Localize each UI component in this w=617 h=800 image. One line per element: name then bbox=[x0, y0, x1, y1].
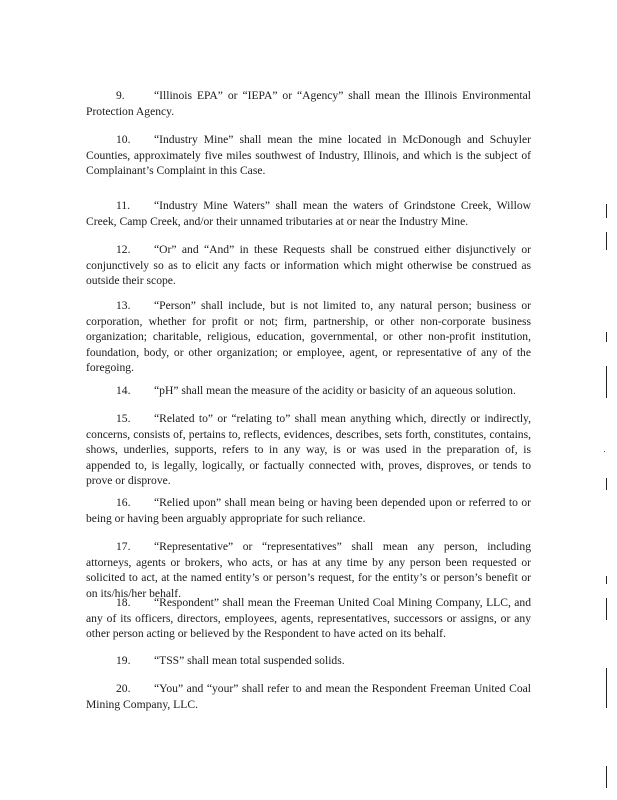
scan-mark bbox=[606, 766, 607, 788]
definition-number: 18. bbox=[116, 596, 131, 609]
definition-10 bbox=[86, 132, 531, 179]
definition-16 bbox=[86, 495, 531, 526]
definition-number: 20. bbox=[116, 682, 131, 695]
definition-number: 9. bbox=[116, 89, 125, 102]
definition-13 bbox=[86, 298, 531, 376]
scan-mark bbox=[606, 366, 607, 398]
definition-text: “Relied upon” shall mean being or having been depended upon or referred to or being or having been arguably appropriate for such reliance. bbox=[86, 496, 531, 525]
definition-text: “Representative” or “representatives” shall mean any person, including attorneys, agents or brokers, who acts, or has at any time by any person been requested or solicited to act, at the named entity’s or person’s request, for the entity’s or person’s benefit or on its/his/her behalf. bbox=[86, 540, 531, 600]
definition-number: 12. bbox=[116, 243, 131, 256]
definition-number: 17. bbox=[116, 540, 131, 553]
definition-18 bbox=[86, 595, 531, 642]
definition-text: “Related to” or “relating to” shall mean anything which, directly or indirectly, concerns, consists of, pertains to, reflects, evidences, describes, sets forth, constitutes, contains, shows, underlies, supports, refers to in any way, is or was used in the preparation of, is appended to, is legally, logically, or factually connected with, proves, disproves, or tends to prove or disprove. bbox=[86, 412, 531, 488]
definition-text: “Person” shall include, but is not limited to, any natural person; business or corporation, whether for profit or not; firm, partnership, or other non-corporate business organization; charitable, religious, education, governmental, or other non-profit institution, foundation, body, or other organization; or employee, agent, or representative of any of the foregoing. bbox=[86, 299, 531, 375]
definition-12 bbox=[86, 242, 531, 289]
definition-number: 19. bbox=[116, 654, 131, 667]
definition-11 bbox=[86, 198, 531, 229]
definition-number: 14. bbox=[116, 384, 131, 397]
definition-text: “Illinois EPA” or “IEPA” or “Agency” shall mean the Illinois Environmental Protection Agency. bbox=[86, 89, 531, 118]
definition-text: “Industry Mine Waters” shall mean the waters of Grindstone Creek, Willow Creek, Camp Creek, and/or their unnamed tributaries at or near the Industry Mine. bbox=[86, 199, 531, 228]
scan-mark bbox=[606, 576, 607, 584]
definition-number: 11. bbox=[116, 199, 131, 212]
definition-14 bbox=[86, 383, 531, 399]
definition-number: 10. bbox=[116, 133, 131, 146]
definition-number: 16. bbox=[116, 496, 131, 509]
definition-text: “pH” shall mean the measure of the acidity or basicity of an aqueous solution. bbox=[154, 384, 516, 397]
definition-20 bbox=[86, 681, 531, 712]
definition-number: 13. bbox=[116, 299, 131, 312]
scan-mark bbox=[606, 668, 607, 708]
definition-15 bbox=[86, 411, 531, 489]
definition-19 bbox=[86, 653, 531, 669]
definition-17 bbox=[86, 539, 531, 601]
definition-number: 15. bbox=[116, 412, 131, 425]
definition-text: “You” and “your” shall refer to and mean the Respondent Freeman United Coal Mining Company, LLC. bbox=[86, 682, 531, 711]
scan-mark bbox=[606, 478, 607, 490]
definition-text: “Or” and “And” in these Requests shall be construed either disjunctively or conjunctively so as to elicit any facts or information which might otherwise be construed as outside their scope. bbox=[86, 243, 531, 288]
scan-mark bbox=[606, 232, 607, 250]
definition-text: “TSS” shall mean total suspended solids. bbox=[154, 654, 345, 667]
scan-mark bbox=[606, 332, 607, 342]
definition-text: “Industry Mine” shall mean the mine located in McDonough and Schuyler Counties, approximately five miles southwest of Industry, Illinois, and which is the subject of Complainant’s Complaint in this Case. bbox=[86, 133, 531, 178]
scan-mark bbox=[606, 204, 607, 218]
scan-dot bbox=[604, 451, 605, 452]
definition-text: “Respondent” shall mean the Freeman United Coal Mining Company, LLC, and any of its officers, directors, employees, agents, representatives, successors or assigns, or any other person acting or believed by the Respondent to have acted on its behalf. bbox=[86, 596, 531, 641]
definition-9 bbox=[86, 88, 531, 119]
scan-mark bbox=[606, 598, 607, 620]
